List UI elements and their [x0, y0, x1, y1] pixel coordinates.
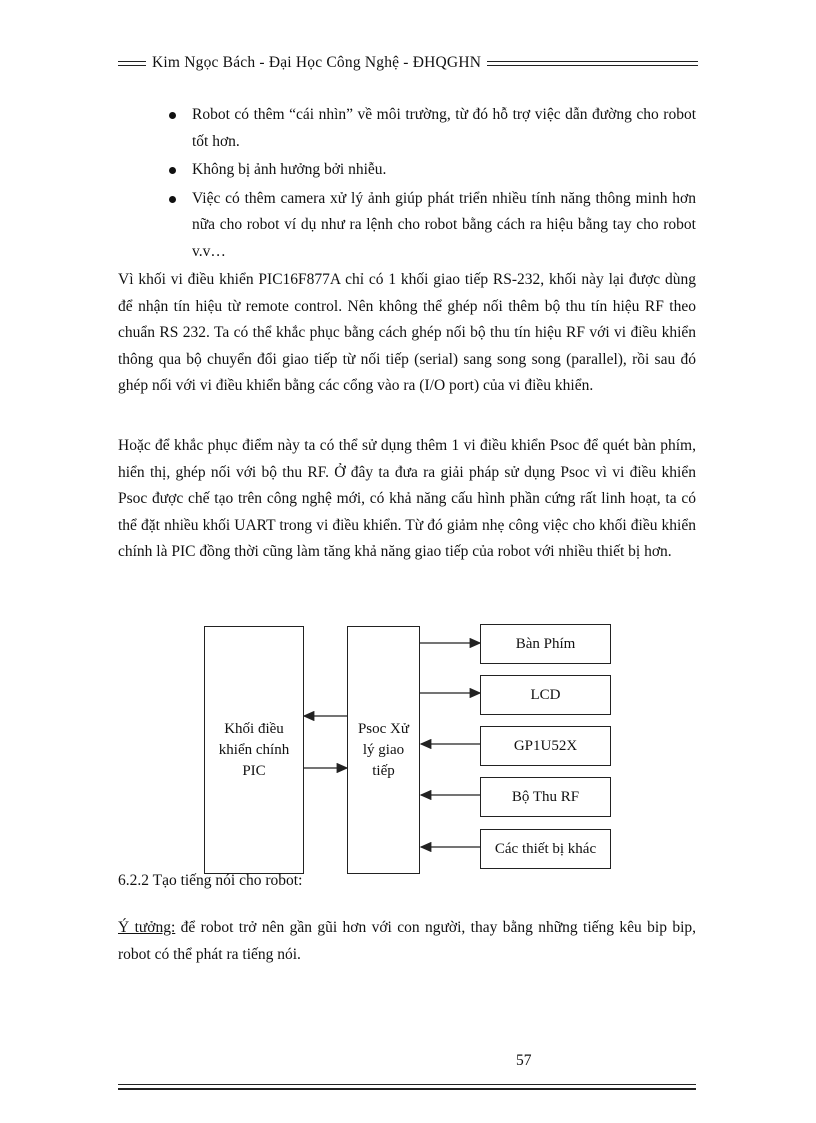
header-rule-left — [118, 61, 146, 66]
psoc-box: Psoc Xử lý giao tiếp — [347, 626, 420, 874]
other-devices-box: Các thiết bị khác — [480, 829, 611, 869]
paragraph-psoc: Hoặc để khắc phục điểm này ta có thể sử dụng thêm 1 vi điều khiển Psoc để quét bàn phím, hiển thị, ghép nối với bộ thu RF. Ở đây ta đưa ra giải pháp sử dụng Psoc vì vi điều khiển Psoc được chế tạo trên công nghệ mới, có khả năng cấu hình phần cứng rất linh hoạt, ta có thể đặt nhiều khối UART trong vi điều khiển. Từ đó giảm nhẹ công việc cho khối điều khiển chính là PIC đồng thời cũng làm tăng khả năng giao tiếp của robot với nhiều thiết bị hơn. — [118, 437, 696, 560]
bullet-list — [166, 102, 696, 267]
keyboard-box: Bàn Phím — [480, 624, 611, 664]
bullet-item: Không bị ảnh hưởng bởi nhiễu. — [166, 157, 696, 184]
bullet-item: Việc có thêm camera xử lý ảnh giúp phát triển nhiều tính năng thông minh hơn nữa cho robot ví dụ như ra lệnh cho robot bằng cách ra hiệu bằng tay cho robot v.v… — [166, 186, 696, 266]
paragraph-idea — [118, 915, 696, 968]
bullet-dot-icon — [169, 196, 176, 203]
footer-rule — [118, 1084, 696, 1090]
pic-controller-box: Khối điều khiển chính PIC — [204, 626, 304, 874]
block-diagram — [118, 620, 698, 880]
lcd-box: LCD — [480, 675, 611, 715]
idea-label: Ý tưởng: — [118, 919, 176, 936]
bullet-dot-icon — [169, 167, 176, 174]
section-heading: 6.2.2 Tạo tiếng nói cho robot: — [118, 872, 303, 889]
page-header — [118, 52, 698, 74]
gp1u52x-box: GP1U52X — [480, 726, 611, 766]
idea-text: để robot trở nên gần gũi hơn với con người, thay bằng những tiếng kêu bip bip, robot có thể phát ra tiếng nói. — [118, 919, 697, 963]
bullet-dot-icon — [169, 112, 176, 119]
page-number: 57 — [516, 1052, 532, 1069]
rf-receiver-box: Bộ Thu RF — [480, 777, 611, 817]
paragraph-rs232: Vì khối vi điều khiển PIC16F877A chỉ có 1 khối giao tiếp RS-232, khối này lại được dùng để nhận tín hiệu từ remote control. Nên không thể ghép nối thêm bộ thu tín hiệu RF theo chuẩn RS 232. Ta có thể khắc phục bằng cách ghép nối bộ thu tín hiệu RF với vi điều khiển thông qua bộ chuyển đổi giao tiếp từ nối tiếp (serial) sang song song (parallel), rồi sau đó ghép nối với vi điều khiển bằng các cổng vào ra (I/O port) của vi điều khiển. — [118, 271, 696, 394]
header-title: Kim Ngọc Bách - Đại Học Công Nghệ - ĐHQGHN — [152, 54, 482, 71]
header-rule-right — [487, 61, 698, 66]
bullet-item: Robot có thêm “cái nhìn” về môi trường, từ đó hỗ trợ việc dẫn đường cho robot tốt hơn. — [166, 102, 696, 155]
